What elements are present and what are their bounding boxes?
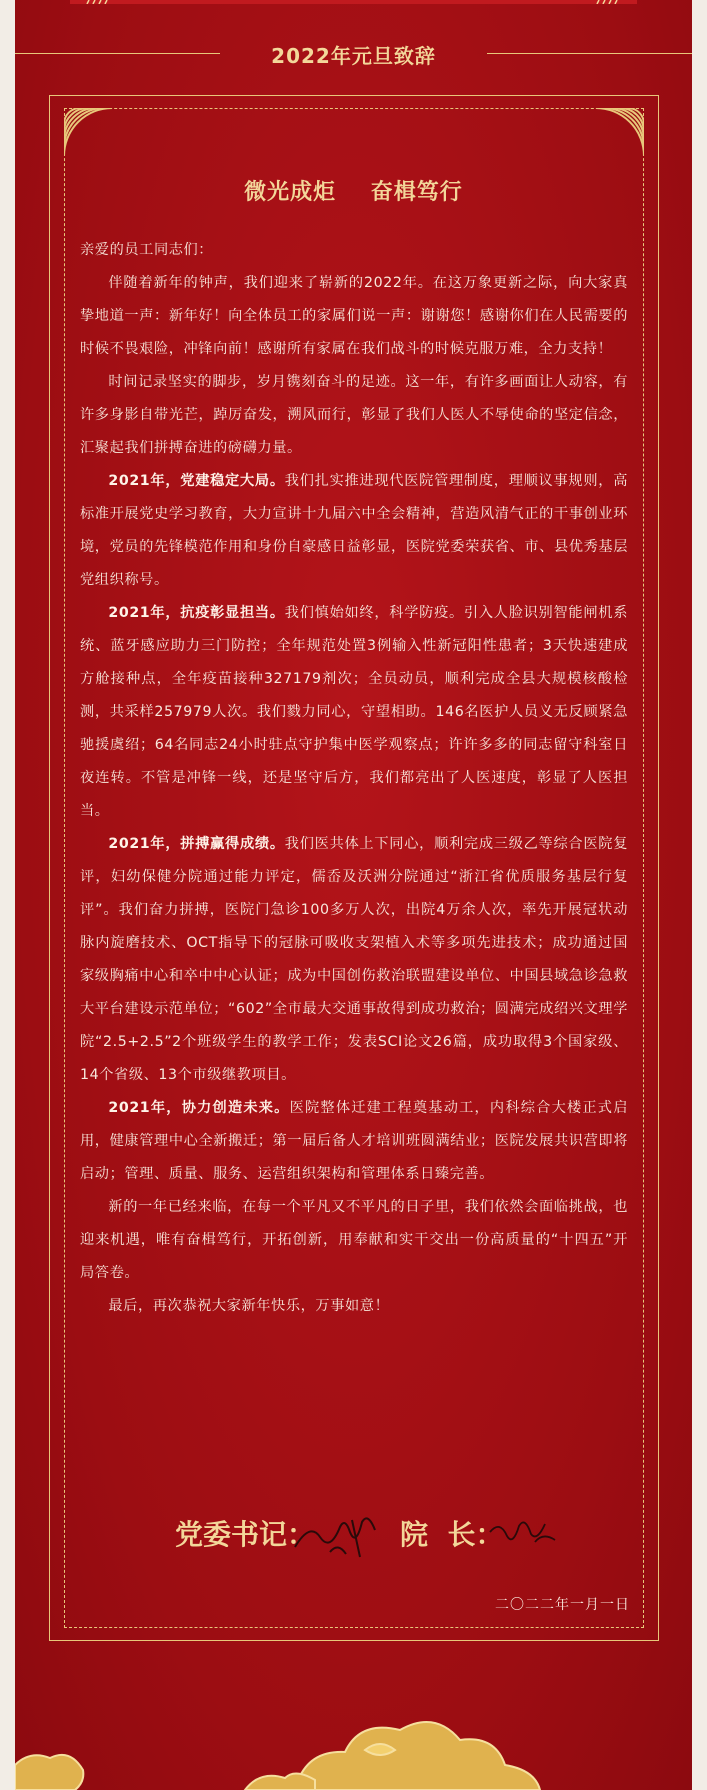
paragraph-5 <box>80 828 628 1092</box>
paragraph-2: 时间记录坚实的脚步，岁月镌刻奋斗的足迹。这一年，有许多画面让人动容，有许多身影自带光芒，踔厉奋发，溯风而行，彰显了我们人医人不辱使命的坚定信念，汇聚起我们拼搏奋进的磅礴力量。 <box>80 374 628 456</box>
paragraph-6-text: 医院整体迁建工程奠基动工，内科综合大楼正式启用，健康管理中心全新搬迁；第一届后备人才培训班圆满结业；医院发展共识营即将启动；管理、质量、服务、运营组织架构和管理体系日臻完善。 <box>80 1100 628 1182</box>
top-left-arc-ornament <box>64 108 124 158</box>
paragraph-1: 伴随着新年的钟声，我们迎来了崭新的2022年。在这万象更新之际，向大家真挚地道一声：新年好！向全体员工的家属们说一声：谢谢您！感谢你们在人民需要的时候不畏艰险，冲锋向前！感谢所有家属在我们战斗的时候克服万难，全力支持！ <box>80 275 628 357</box>
president-label: 院 长： <box>400 1518 504 1551</box>
greeting: 亲爱的员工同志们： <box>80 242 214 258</box>
paragraph-3-lead: 2021年，党建稳定大局。 <box>108 473 285 489</box>
letter-subtitle: 微光成炬 奋楫笃行 <box>244 180 463 205</box>
page-title: 2022年元旦致辞 <box>271 44 436 68</box>
paragraph-5-lead: 2021年，拼搏赢得成绩。 <box>108 836 285 852</box>
top-left-stripe-ornament <box>85 0 113 4</box>
president-signature <box>485 1502 560 1562</box>
top-decor-strip <box>70 0 637 4</box>
paragraph-7: 新的一年已经来临，在每一个平凡又不平凡的日子里，我们依然会面临挑战，也迎来机遇，唯有奋楫笃行，开拓创新，用奉献和实干交出一份高质量的“十四五”开局答卷。 <box>80 1199 628 1281</box>
letter-body <box>80 234 628 1323</box>
letter-page <box>15 0 692 1790</box>
paragraph-5-text: 我们医共体上下同心，顺利完成三级乙等综合医院复评，妇幼保健分院通过能力评定，儒岙及沃洲分院通过“浙江省优质服务基层行复评”。我们奋力拼搏，医院门急诊100多万人次，出院4万余人次，率先开展冠状动脉内旋磨技术、OCT指导下的冠脉可吸收支架植入术等多项先进技术；成功通过国家级胸痛中心和卒中中心认证；成为中国创伤救治联盟建设单位、中国县域急诊急救大平台建设示范单位；“602”全市最大交通事故得到成功救治；圆满完成绍兴文理学院“2.5+2.5”2个班级学生的教学工作；发表SCI论文26篇，成功取得3个国家级、14个省级、13个市级继教项目。 <box>80 836 628 1083</box>
paragraph-6 <box>80 1092 628 1191</box>
letter-date: 二〇二二年一月一日 <box>495 1597 630 1613</box>
auspicious-cloud-ornament <box>15 1670 692 1790</box>
paragraph-4-text: 我们慎始如终，科学防疫。引入人脸识别智能闸机系统、蓝牙感应助力三门防控；全年规范处置3例输入性新冠阳性患者；3天快速建成方舱接种点，全年疫苗接种327179剂次；全员动员，顺利完成全县大规模核酸检测，共采样257979人次。我们戮力同心，守望相助。146名医护人员义无反顾紧急驰援虞绍；64名同志24小时驻点守护集中医学观察点；许许多多的同志留守科室日夜连转。不管是冲锋一线，还是坚守后方，我们都亮出了人医速度，彰显了人医担当。 <box>80 605 628 819</box>
top-right-arc-ornament <box>584 108 644 158</box>
secretary-signature <box>290 1502 390 1562</box>
paragraph-8: 最后，再次恭祝大家新年快乐，万事如意！ <box>108 1298 390 1314</box>
top-right-stripe-ornament <box>595 0 623 4</box>
paragraph-3 <box>80 465 628 597</box>
header <box>15 38 692 68</box>
paragraph-3-text: 我们扎实推进现代医院管理制度，理顺议事规则，高标准开展党史学习教育，大力宣讲十九届六中全会精神，营造风清气正的干事创业环境，党员的先锋模范作用和身份自豪感日益彰显，医院党委荣获省、市、县优秀基层党组织称号。 <box>80 473 628 588</box>
secretary-label: 党委书记： <box>175 1518 316 1551</box>
paragraph-6-lead: 2021年，协力创造未来。 <box>108 1100 290 1116</box>
paragraph-4 <box>80 597 628 828</box>
paragraph-4-lead: 2021年，抗疫彰显担当。 <box>108 605 285 621</box>
